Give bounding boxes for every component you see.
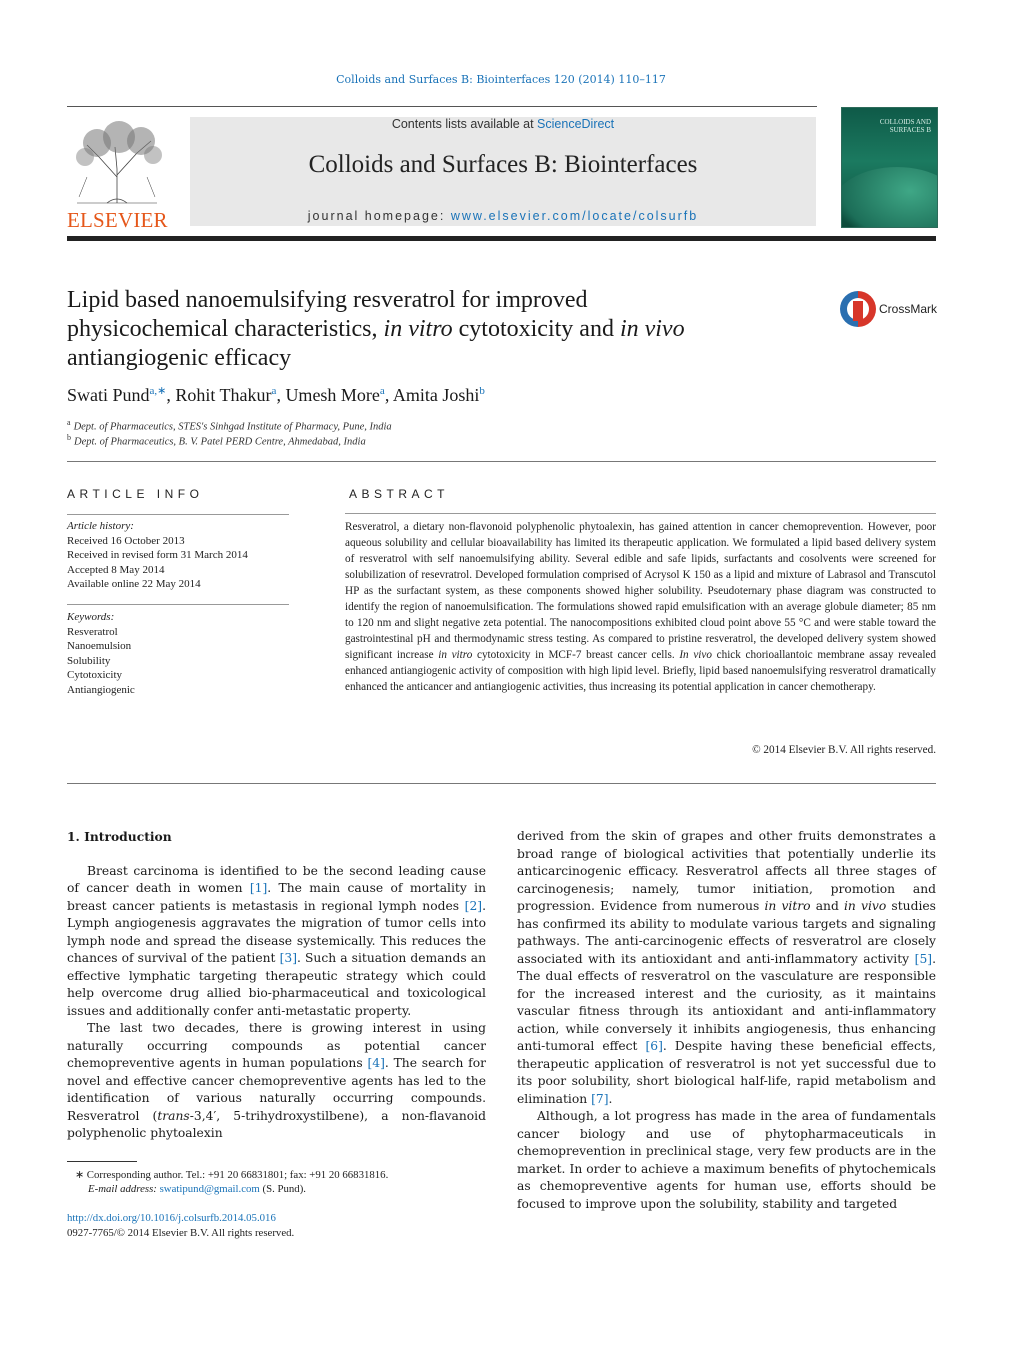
keywords (67, 610, 289, 697)
divider (67, 604, 289, 605)
email-label: E-mail address: (88, 1183, 160, 1195)
text: . The dual effects of resveratrol on the vasculature are responsible for the increased interest and the curiosity, as it maintains vascular fitness through its antioxidant and anti-inflammatory action, while conversely it inhibits angiogenesis, thus enhancing anti-tumoral effect (517, 951, 936, 1053)
issn-copyright: 0927-7765/© 2014 Elsevier B.V. All rights reserved. (67, 1227, 295, 1239)
text: . Such a situation demands an effective lymphatic targeting therapeutic strategy which could help overcome drug allied bio-pharmaceutical and toxicological issues and additionally confer anti-metastatic property. (67, 951, 486, 1018)
crossmark-badge[interactable] (840, 290, 940, 330)
author-list: Swati Pund$^{a,∗}$, Rohit Thakur$^a$, Umesh More$^a$, Amita Joshi$^b$ (67, 385, 485, 405)
reference-link[interactable]: [7] (591, 1091, 609, 1106)
text: -3,4′, 5-trihydroxystilbene), a non-flavanoid polyphenolic phytoalexin (67, 1108, 486, 1140)
abstract-italic: In vivo (679, 649, 712, 661)
keyword: Nanoemulsion (67, 640, 132, 652)
paragraph (517, 828, 936, 1108)
affiliation-text: Dept. of Pharmaceutics, STES's Sinhgad Institute of Pharmacy, Pune, India (73, 421, 392, 433)
divider (67, 783, 936, 784)
journal-homepage (190, 209, 816, 223)
corresponding-author-note: ∗ Corresponding author. Tel.: +91 20 66831801; fax: +91 20 66831816. (75, 1169, 389, 1181)
article-info-heading: ARTICLE INFO (67, 487, 204, 501)
masthead-rule (67, 236, 936, 241)
divider (345, 513, 936, 514)
history-item: Received 16 October 2013 (67, 534, 185, 547)
author-affiliation-mark[interactable]: a (379, 385, 385, 397)
paragraph: Although, a lot progress has made in the area of fundamentals cancer biology and use of phytopharmaceuticals in chemoprevention in preclinical stage, very few products are in the market. In order to achieve a maximum benefits of phytochemicals as chemopreventive agents for human use, efforts should be focused to improve upon the solubility, stability and targeted (517, 1109, 936, 1211)
title-text: cytotoxicity and (452, 316, 620, 342)
section-heading: 1. Introduction (67, 829, 172, 844)
affiliation-mark: a (67, 418, 71, 427)
divider (67, 514, 289, 515)
divider (67, 461, 936, 462)
abstract-text: cytotoxicity in MCF-7 breast cancer cells. (472, 649, 680, 661)
author-name[interactable]: Umesh More (285, 385, 380, 405)
contents-availability (190, 117, 816, 131)
footnote-rule (67, 1161, 137, 1162)
title-text: Lipid based nanoemulsifying resveratrol for improved physicochemical characteristics, (67, 287, 588, 342)
author-name[interactable]: Amita Joshi (392, 385, 480, 405)
history-item: Received in revised form 31 March 2014 (67, 549, 248, 561)
doi-link[interactable]: http://dx.doi.org/10.1016/j.colsurfb.2014.05.016 (67, 1212, 276, 1224)
paragraph (67, 1020, 486, 1143)
cover-artwork (841, 167, 938, 228)
abstract-text: chick chorioallantoic membrane assay revealed enhanced antiangiogenic activity of composition with high lipid level. Briefly, lipid based nanoemulsifying resveratrol dramatically enhanced the anticancer and antiangiogenic activities, thus increasing its potential application in cancer chemotherapy. (345, 649, 936, 693)
abstract-body (345, 519, 936, 695)
homepage-prefix: journal homepage: (307, 209, 451, 223)
crossmark-icon-bookmark (853, 301, 863, 321)
reference-link[interactable]: [5] (914, 951, 933, 966)
affiliation-text: Dept. of Pharmaceutics, B. V. Patel PERD Centre, Ahmedabad, India (74, 436, 366, 448)
affiliation-mark: b (67, 433, 71, 442)
homepage-link[interactable]: www.elsevier.com/locate/colsurfb (450, 209, 699, 223)
italic-text: in vivo (844, 899, 887, 913)
text: studies has confirmed its ability to modulate various targets and signaling pathways. The anti-carcinogenic effects of resveratrol are closely associated with its antioxidant and anti-inflammatory activity (517, 899, 936, 966)
title-text: antiangiogenic efficacy (67, 345, 292, 371)
crossmark-label: CrossMark (879, 302, 938, 316)
journal-cover-image[interactable] (841, 107, 938, 228)
keyword: Antiangiogenic (67, 683, 135, 696)
italic-text: in vitro (764, 899, 811, 913)
reference-link[interactable]: [1] (249, 881, 268, 895)
author-name[interactable]: Swati Pund (67, 385, 150, 405)
contents-prefix: Contents lists available at (391, 117, 538, 131)
reference-link[interactable]: [2] (464, 898, 483, 913)
email-note (88, 1183, 306, 1195)
reference-link[interactable]: [3] (279, 951, 297, 965)
text: . The main cause of mortality in breast cancer patients is metastasis in regional lymph nodes (67, 881, 486, 913)
journal-citation[interactable]: Colloids and Surfaces B: Biointerfaces 120 (2014) 110–117 (336, 73, 666, 86)
author-affiliation-mark[interactable]: a (271, 385, 277, 397)
text: . (608, 1091, 613, 1106)
keyword: Resveratrol (67, 625, 118, 638)
elsevier-wordmark: ELSEVIER (67, 208, 168, 232)
text: . The search for novel and effective cancer chemopreventive agents has led to the identification of various naturally occurring compounds. Resveratrol ( (67, 1056, 486, 1123)
history-item: Available online 22 May 2014 (67, 578, 201, 590)
cover-title: COLLOIDS AND SURFACES B (879, 118, 931, 134)
article-title (67, 286, 687, 373)
abstract-text: Resveratrol, a dietary non-flavonoid polyphenolic phytoalexin, has gained attention in cancer chemoprevention. However, poor aqueous solubility and cellular bioavailability has limited its therapeutic application. We formulated a lipid based delivery system of resveratrol with self nanoemulsifying ability. Several edible and safe lipids, surfactants and cosolvents were screened for solubilization of resevratrol. Developed formulation comprised of Acrysol K 150 as a lipid and mixture of Labrasol and Transcutol HP as the surfactant system, as these components showed higher solubility. Pseudoternary phase diagram was constructed to identify the region of nanoemulsification. The formulations showed rapid emulsification with an average globule diameter; 85 nm to 120 nm and slight negative zeta potential. The nanocompositions exhibited cloud point above 55 °C and were stable toward the gastrointestinal pH and thermodynamic stress testing. As compared to pristine resveratrol, the developed delivery system showed significant increase (345, 521, 936, 661)
email-suffix: (S. Pund). (259, 1183, 306, 1195)
keywords-label: Keywords: (67, 611, 115, 623)
affiliation (67, 418, 392, 433)
article-history (67, 519, 289, 592)
keyword: Cytotoxicity (67, 669, 122, 681)
author-affiliation-mark[interactable]: a,∗ (149, 385, 167, 397)
history-item: Accepted 8 May 2014 (67, 563, 165, 576)
text: and (810, 899, 844, 913)
paragraph (67, 863, 486, 1021)
body-column-left (67, 828, 486, 1143)
text: derived from the skin of grapes and other fruits demonstrates a broad range of biological activities that potentially underlie its anticarcinogenic efficacy. Resveratrol affects all three stages of carcinogenesis; namely, tumor initiation, promotion and progression. Evidence from numerous (517, 829, 936, 913)
text: Breast carcinoma is identified to be the second leading cause of cancer death in women (67, 863, 486, 895)
history-label: Article history: (67, 520, 134, 532)
keyword: Solubility (67, 654, 111, 667)
email-link[interactable]: swatipund@gmail.com (159, 1183, 260, 1195)
text: The last two decades, there is growing interest in using naturally occurring compounds as potential cancer chemopreventive agents in human populations (67, 1021, 486, 1070)
journal-name: Colloids and Surfaces B: Biointerfaces (308, 151, 698, 178)
sciencedirect-link[interactable]: ScienceDirect (537, 117, 615, 131)
title-italic: in vivo (619, 316, 685, 342)
abstract-italic: in vitro (438, 649, 473, 661)
body-column-right (517, 828, 936, 1213)
author-name[interactable]: Rohit Thakur (175, 385, 272, 405)
reference-link[interactable]: [6] (645, 1039, 663, 1053)
title-italic: in vitro (383, 316, 453, 342)
reference-link[interactable]: [4] (367, 1056, 385, 1070)
affiliation (67, 433, 366, 448)
text: . Despite having these beneficial effects, therapeutic application of resveratrol is not yet successful due to its poor solubility, short biological half-life, rapid metabolism and elimination (517, 1039, 936, 1106)
text: . Lymph angiogenesis aggravates the migration of tumor cells into lymph node and spread the disease systemically. This reduces the chances of survival of the patient (67, 898, 486, 965)
divider (67, 106, 817, 107)
abstract-heading: ABSTRACT (349, 487, 450, 501)
abstract-copyright: © 2014 Elsevier B.V. All rights reserved. (752, 744, 936, 756)
italic-text: trans (157, 1108, 190, 1123)
author-affiliation-mark[interactable]: b (479, 385, 485, 397)
